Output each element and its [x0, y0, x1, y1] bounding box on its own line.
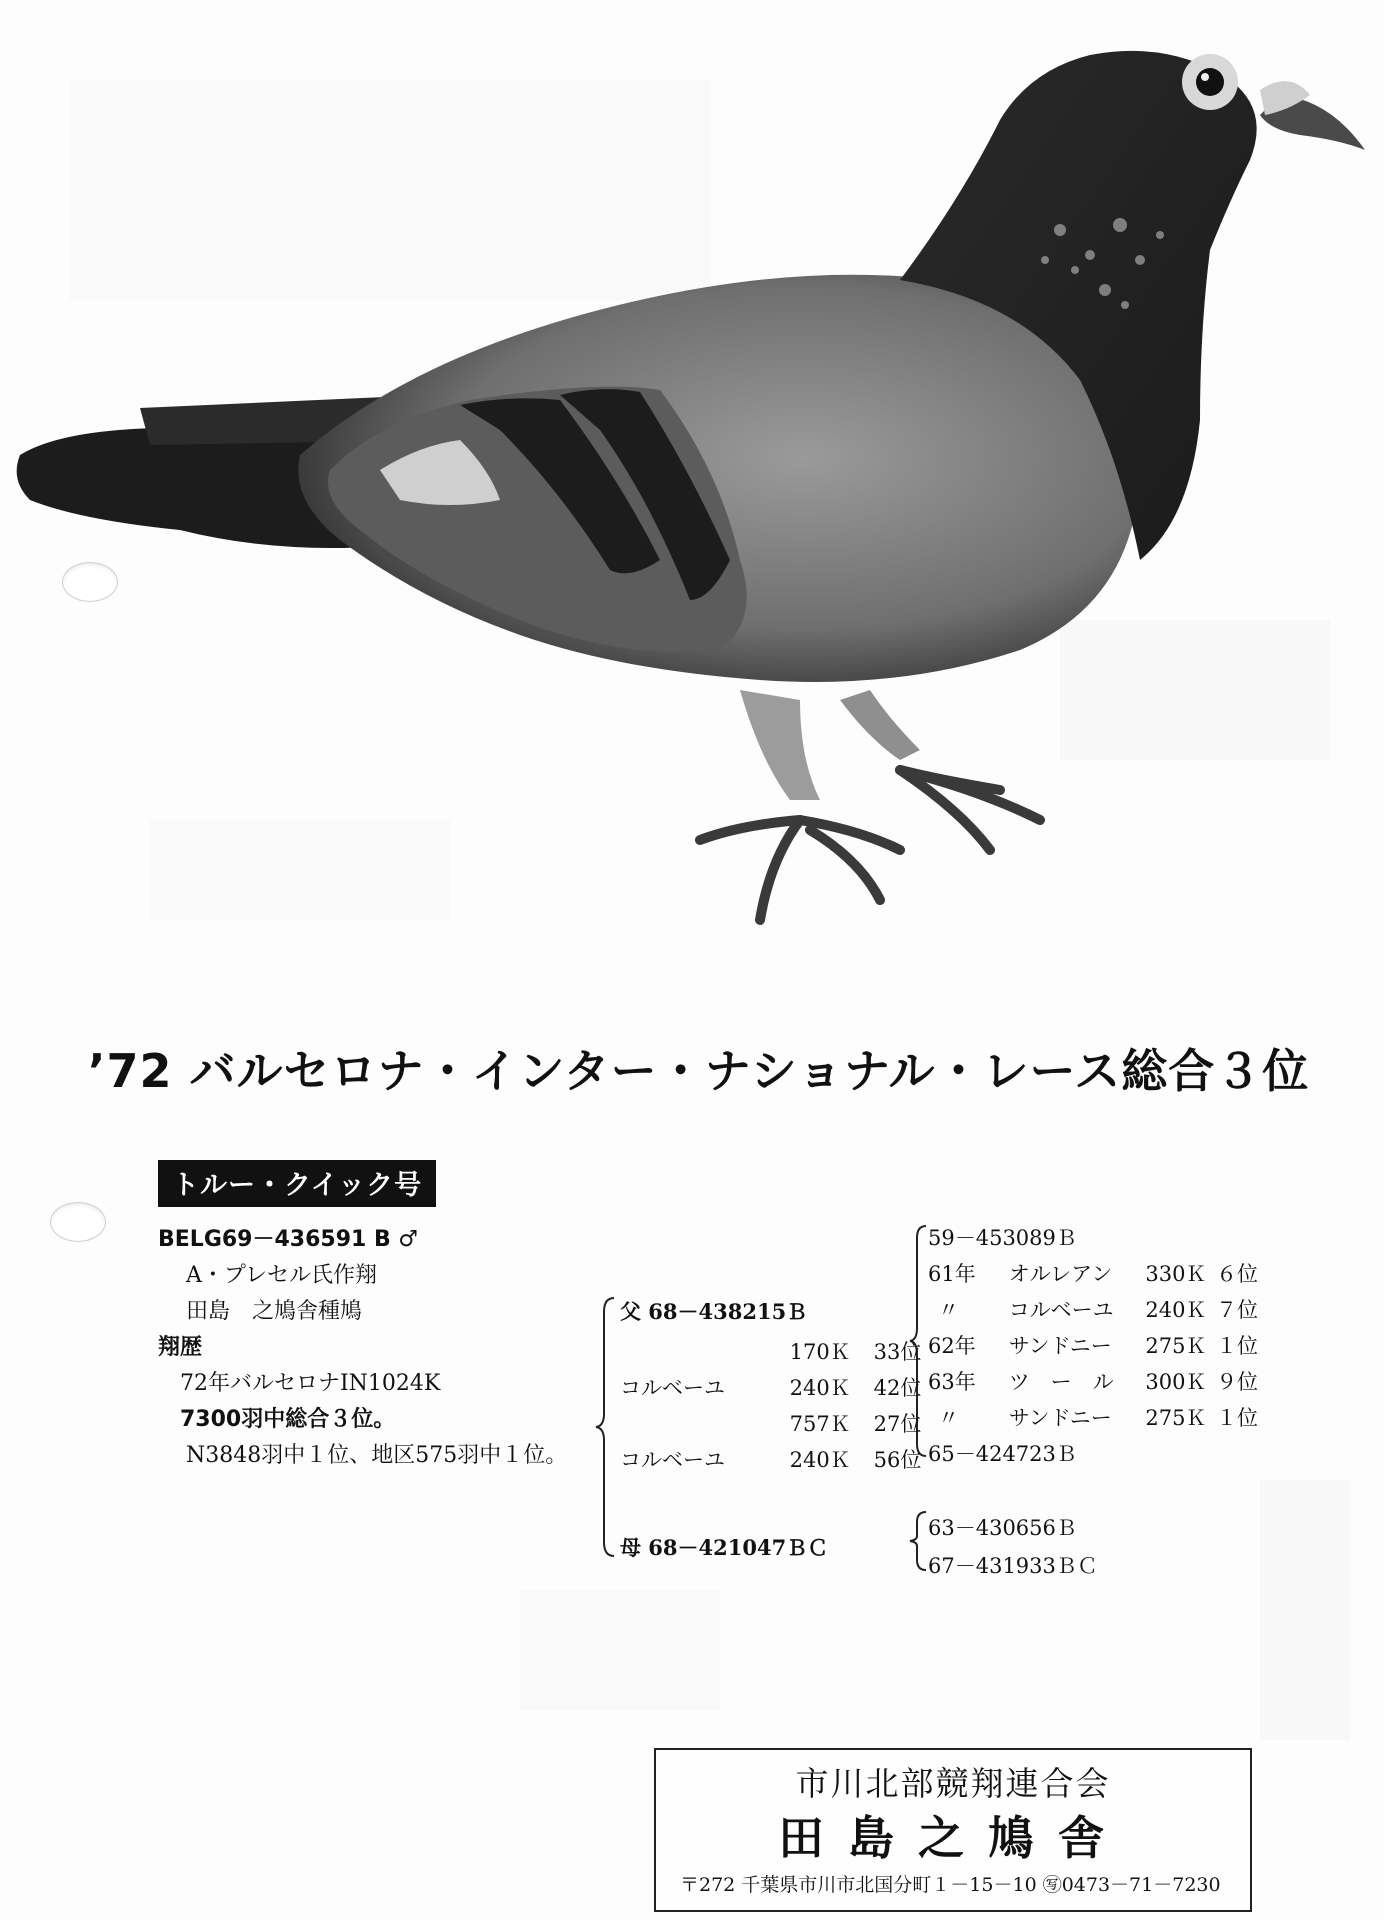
pedigree-brace	[908, 1510, 930, 1572]
sire-result-row	[620, 1336, 921, 1366]
loft-name: 田島之鳩舎	[778, 1811, 1128, 1865]
gs-year: 62年	[928, 1334, 976, 1358]
grandsire-result-row	[928, 1294, 1266, 1324]
dam-grandsire-ring: 63－430656Ｂ	[928, 1516, 1077, 1540]
owner-line: 田島 之鳩舎種鳩	[186, 1299, 363, 1324]
sire-result-place: 33位	[873, 1340, 922, 1364]
sire-result-row	[620, 1408, 921, 1438]
sire-result-dist: 240Ｋ	[789, 1376, 851, 1400]
bird-name-badge: トルー・クイック号	[158, 1160, 436, 1207]
gs-race: サンドニー	[1008, 1406, 1112, 1430]
sire-result-dist: 757Ｋ	[789, 1412, 851, 1436]
gs-place: ７位	[1216, 1298, 1259, 1322]
sire-result-dist: 170Ｋ	[789, 1340, 851, 1364]
ring-number: BELG69－436591 B ♂	[158, 1227, 419, 1252]
loft-address: 〒272 千葉県市川市北国分町１－15－10 ㊢0473－71－7230	[680, 1874, 1221, 1896]
ghost-print-area	[520, 1590, 720, 1710]
record-line: 72年バルセロナIN1024K	[180, 1371, 441, 1396]
breeder-line: A・プレセル氏作翔	[186, 1263, 378, 1288]
record-line: 7300羽中総合３位。	[180, 1407, 396, 1432]
gs-race: サンドニー	[1008, 1334, 1112, 1358]
dam-label: 母 68－421047ＢＣ	[620, 1535, 829, 1560]
gs-dist: 330Ｋ	[1145, 1262, 1207, 1286]
dam-granddam-ring: 67－431933ＢＣ	[928, 1554, 1098, 1578]
gs-race: コルベーユ	[1008, 1298, 1114, 1322]
gs-year: 〃	[938, 1298, 959, 1322]
gs-place: ９位	[1216, 1370, 1259, 1394]
gs-place: １位	[1216, 1406, 1259, 1430]
granddam-ring: 65－424723Ｂ	[928, 1442, 1077, 1466]
grandsire-result-row	[928, 1258, 1266, 1288]
gs-dist: 300Ｋ	[1145, 1370, 1207, 1394]
grandsire-ring: 59－453089Ｂ	[928, 1226, 1077, 1250]
gs-year: 61年	[928, 1262, 976, 1286]
sire-result-dist: 240Ｋ	[789, 1448, 851, 1472]
sire-label: 父 68－438215Ｂ	[620, 1299, 808, 1324]
record-heading: 翔歴	[158, 1335, 203, 1360]
binder-hole	[50, 1202, 106, 1242]
grandsire-result-row	[928, 1402, 1266, 1432]
gs-dist: 275Ｋ	[1145, 1406, 1207, 1430]
bird-details	[158, 1222, 567, 1474]
gs-dist: 275Ｋ	[1145, 1334, 1207, 1358]
grandsire-result-row	[928, 1330, 1266, 1360]
grandsire-result-row	[928, 1366, 1266, 1396]
sire-result-place: 56位	[873, 1448, 922, 1472]
gs-year: 63年	[928, 1370, 976, 1394]
sire-result-place: 42位	[873, 1376, 922, 1400]
gs-race: ツ ー ル	[1008, 1370, 1114, 1394]
sire-result-row	[620, 1372, 921, 1402]
sire-result-place: 27位	[873, 1412, 922, 1436]
loft-footer	[654, 1748, 1252, 1912]
gs-year: 〃	[938, 1406, 959, 1430]
sire-result-race: コルベーユ	[620, 1376, 725, 1400]
sire-result-row	[620, 1444, 921, 1474]
gs-race: オルレアン	[1008, 1262, 1113, 1286]
gs-dist: 240Ｋ	[1145, 1298, 1207, 1322]
headline: ’72 バルセロナ・インター・ナショナル・レース総合３位	[88, 1044, 1310, 1098]
sire-result-race: コルベーユ	[620, 1448, 725, 1472]
gs-place: ６位	[1216, 1262, 1259, 1286]
pedigree-brace	[594, 1296, 618, 1558]
record-line: N3848羽中１位、地区575羽中１位。	[186, 1443, 568, 1468]
association-name: 市川北部競翔連合会	[795, 1764, 1111, 1803]
gs-place: １位	[1216, 1334, 1259, 1358]
ghost-print-area	[1260, 1480, 1350, 1740]
